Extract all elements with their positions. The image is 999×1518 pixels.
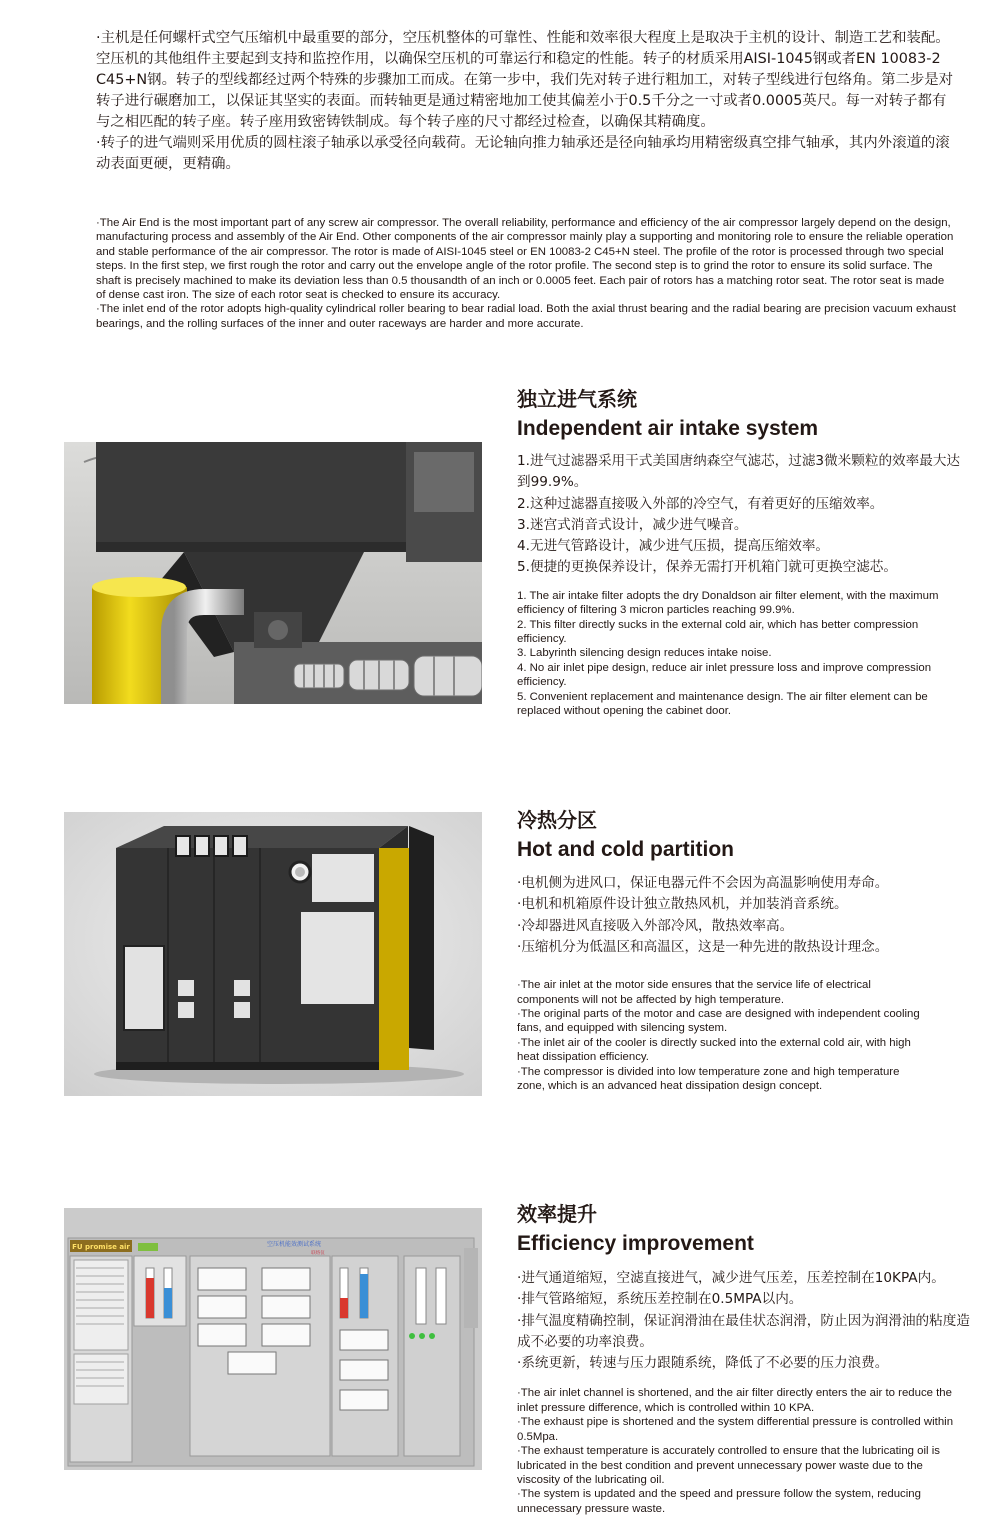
partition-cn-list bbox=[517, 873, 962, 958]
list-item: 3. Labyrinth silencing design reduces intake noise. bbox=[517, 647, 772, 660]
intro-cn-paragraph-1: ·主机是任何螺杆式空气压缩机中最重要的部分，空压机整体的可靠性、性能和效率很大程度上是取决于主机的设计、制造工艺和装配。空压机的其他组件主要起到支持和监控作用，以确保空压机的可靠运行和稳定的性能。转子的材质采用AISI-1045钢或者EN 10083-2 C45+N钢。转子的型线都经过两个特殊的步骤加工而成。在第一步中，我们先对转子进行粗加工，对转子型线进行包络角。第二步是对转子进行碾磨加工，以保证其坚实的表面。而转轴更是通过精密地加工使其偏差小于0.5千分之一寸或者0.0005英尺。每一对转子都有与之相匹配的转子座。转子座用致密铸铁制成。每个转子座的尺寸都经过检查，以确保其精确度。 bbox=[96, 30, 954, 130]
air-intake-image bbox=[64, 442, 482, 704]
intro-en-paragraph-2: ·The inlet end of the rotor adopts high-quality cylindrical roller bearing to bear radial load. Both the axial thrust bearing and the radial bearing are precision vacuum exhaust bearings, and the rolling surfaces of the inner and outer raceways are harder and more accurate. bbox=[96, 303, 956, 330]
list-item: 1. The air intake filter adopts the dry Donaldson air filter element, with the maximum efficiency of filtering 3 micron particles reaching 99.9%. bbox=[517, 589, 939, 617]
software-title: 空压机能效测试系统 bbox=[266, 1241, 322, 1248]
cabinet-image bbox=[64, 812, 482, 1096]
list-item: ·电机和机箱原件设计独立散热风机，并加装消音系统。 bbox=[517, 896, 848, 913]
list-item: 5. Convenient replacement and maintenance design. The air filter element can be replaced without opening the cabinet door. bbox=[517, 690, 928, 718]
list-item: ·压缩机分为低温区和高温区，这是一种先进的散热设计理念。 bbox=[517, 938, 889, 955]
partition-en-list bbox=[517, 978, 927, 1093]
section-hot-cold-partition bbox=[517, 806, 962, 1093]
list-item: 4. No air inlet pipe design, reduce air inlet pressure loss and improve compression efficiency. bbox=[517, 661, 932, 689]
list-item: 3.迷宫式消音式设计，减少进气噪音。 bbox=[517, 516, 748, 533]
intro-chinese bbox=[96, 28, 956, 175]
intro-cn-paragraph-2: ·转子的进气端则采用优质的圆柱滚子轴承以承受径向载荷。无论轴向推力轴承还是径向轴承均用精密级真空排气轴承，其内外滚道的滚动表面更硬，更精确。 bbox=[96, 135, 950, 172]
partition-title-cn: 冷热分区 bbox=[517, 808, 597, 832]
efficiency-title-cn: 效率提升 bbox=[517, 1202, 597, 1226]
list-item: ·The original parts of the motor and case are designed with independent cooling fans, and equipped with silencing system. bbox=[517, 1008, 920, 1035]
list-item: ·The air inlet channel is shortened, and the air filter directly enters the air to reduce the inlet pressure difference, which is controlled within 10 KPA. bbox=[517, 1387, 952, 1414]
list-item: ·The compressor is divided into low temperature zone and high temperature zone, which is an advanced heat dissipation design concept. bbox=[517, 1065, 900, 1093]
section-efficiency bbox=[517, 1200, 970, 1516]
software-screenshot bbox=[64, 1208, 482, 1470]
list-item: ·冷却器进风直接吸入外部冷风，散热效率高。 bbox=[517, 917, 794, 934]
software-subtitle: 联络仪 bbox=[311, 1251, 325, 1256]
list-item: ·排气温度精确控制，保证润滑油在最佳状态润滑，防止因为润滑油的粘度造成不必要的功率浪费。 bbox=[517, 1312, 970, 1350]
list-item: 2. This filter directly sucks in the external cold air, which has better compression efficiency. bbox=[517, 618, 919, 645]
air-intake-en-list bbox=[517, 589, 962, 719]
list-item: ·The inlet air of the cooler is directly sucked into the external cold air, with high heat dissipation efficiency. bbox=[517, 1036, 911, 1064]
intro-english bbox=[96, 216, 956, 331]
partition-title-en: Hot and cold partition bbox=[517, 838, 734, 861]
list-item: ·系统更新，转速与压力跟随系统，降低了不必要的压力浪费。 bbox=[517, 1355, 889, 1372]
list-item: ·The exhaust pipe is shortened and the system differential pressure is controlled within 0.5Mpa. bbox=[517, 1416, 954, 1443]
list-item: ·The exhaust temperature is accurately controlled to ensure that the lubricating oil is lubricated in the best condition and prevent unnecessary power waste due to the viscosity of the lubricating oil. bbox=[517, 1445, 940, 1486]
list-item: ·电机侧为进风口，保证电器元件不会因为高温影响使用寿命。 bbox=[517, 875, 889, 891]
efficiency-title-en: Efficiency improvement bbox=[517, 1232, 754, 1255]
list-item: ·The system is updated and the speed and pressure follow the system, reducing unnecessary pressure waste. bbox=[517, 1488, 921, 1515]
intro-en-paragraph-1: ·The Air End is the most important part of any screw air compressor. The overall reliability, performance and efficiency of the air compressor largely depend on the design, manufacturing process and assembly of the Air End. Other components of the air compressor mainly play a supporting and monitoring role to ensure the reliable operation and stable performance of the air compressor. The rotor is made of AISI-1045 steel or EN 10083-2 C45+N steel. The profile of the rotor is processed through two special steps. In the first step, we first rough the rotor and carry out the envelope angle of the rotor profile. The second step is to grind the rotor to ensure its solid surface. The shaft is precisely machined to make its deviation less than 0.5 thousandth of an inch or 0.0005 feet. Each pair of rotors has a matching rotor seat. The rotor seat is made of dense cast iron. The size of each rotor seat is checked to ensure its accuracy. bbox=[96, 217, 954, 302]
air-intake-title-cn: 独立进气系统 bbox=[517, 387, 637, 411]
section-air-intake bbox=[517, 385, 962, 718]
list-item: ·进气通道缩短，空滤直接进气，减少进气压差，压差控制在10KPA内。 bbox=[517, 1270, 945, 1286]
list-item: 2.这种过滤器直接吸入外部的冷空气，有着更好的压缩效率。 bbox=[517, 495, 884, 512]
air-intake-title-en: Independent air intake system bbox=[517, 417, 819, 440]
efficiency-cn-list bbox=[517, 1268, 979, 1374]
efficiency-en-list bbox=[517, 1386, 962, 1516]
list-item: 5.便捷的更换保养设计，保养无需打开机箱门就可更换空滤芯。 bbox=[517, 559, 897, 576]
list-item: ·The air inlet at the motor side ensures that the service life of electrical components will not be affected by high temperature. bbox=[517, 979, 871, 1006]
software-logo: FU promise air bbox=[72, 1243, 130, 1251]
list-item: ·排气管路缩短，系统压差控制在0.5MPA以内。 bbox=[517, 1291, 803, 1308]
list-item: 4.无进气管路设计，减少进气压损，提高压缩效率。 bbox=[517, 538, 830, 555]
air-intake-cn-list bbox=[517, 451, 962, 579]
list-item: 1.进气过滤器采用干式美国唐纳森空气滤芯，过滤3微米颗粒的效率最大达到99.9%。 bbox=[517, 453, 961, 491]
